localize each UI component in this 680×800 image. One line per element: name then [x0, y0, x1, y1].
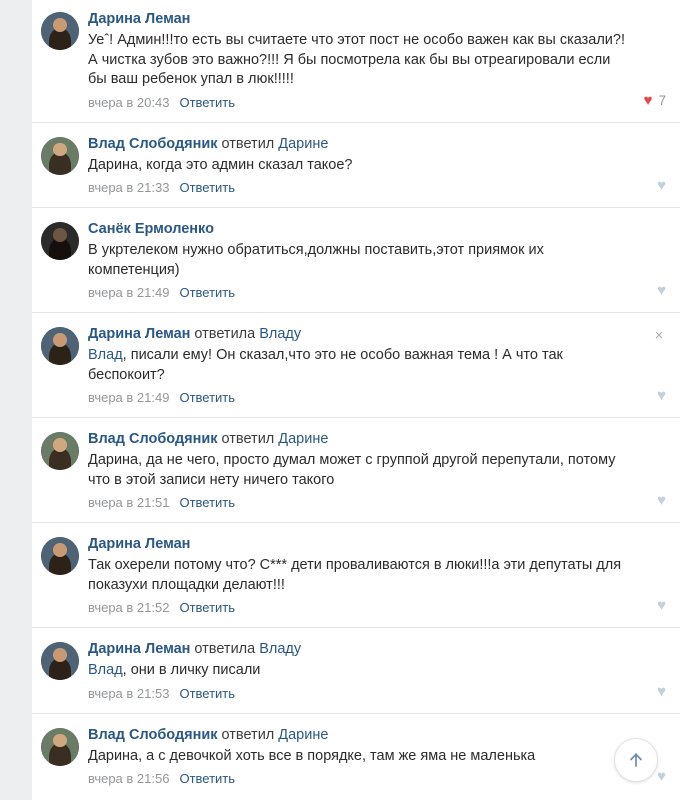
like-button[interactable]	[657, 178, 666, 193]
comment-timestamp: вчера в 20:43	[88, 94, 170, 110]
avatar-face	[53, 734, 67, 748]
comment-text-content: Уеˆ! Админ!!!то есть вы считаете что этот пост не особо важен как вы сказали?! А чистка зубов это важно?!!! Я бы посмотрела как бы вы отреагировали если бы ваш ребенок упал в люк!!!!!	[88, 32, 625, 87]
comment-item	[32, 627, 680, 713]
avatar-wrap	[32, 135, 88, 198]
comment-item	[32, 207, 680, 312]
comment-text	[88, 451, 628, 490]
like-button[interactable]	[657, 684, 666, 699]
mention-link[interactable]: Влад	[88, 347, 123, 363]
comment-text	[88, 661, 628, 681]
comment-header	[88, 640, 628, 658]
comment-body	[88, 535, 680, 617]
comment-body	[88, 220, 680, 302]
reply-verb: ответила	[194, 641, 256, 657]
comment-meta	[88, 284, 628, 302]
comments-list	[32, 0, 680, 800]
comment-header	[88, 220, 628, 238]
reply-verb: ответил	[221, 135, 275, 152]
comment-meta	[88, 494, 628, 512]
reply-button[interactable]: Ответить	[179, 771, 236, 786]
comment-body	[88, 430, 680, 512]
avatar[interactable]	[41, 327, 79, 365]
comment-timestamp: вчера в 21:49	[88, 390, 170, 405]
comment-body	[88, 10, 680, 112]
reply-button[interactable]: Ответить	[179, 285, 236, 300]
comment-text-content: , писали ему! Он сказал,что это не особо важная тема ! А что так беспокоит?	[88, 347, 563, 383]
comment-item	[32, 122, 680, 208]
close-icon[interactable]: ×	[654, 327, 664, 344]
comment-meta	[88, 599, 628, 617]
comment-text-content: Так охерели потому что? С*** дети проваливаются в люки!!!а эти депутаты для показухи площадки делают!!!	[88, 557, 622, 593]
comment-author-link[interactable]: Дарина Леман	[88, 11, 191, 27]
comment-body	[88, 325, 680, 407]
comment-text-content: В укртелеком нужно обратиться,должны поставить,этот приямок их компетенция)	[88, 242, 544, 278]
comment-meta	[88, 770, 628, 788]
avatar[interactable]	[41, 222, 79, 260]
heart-icon: ♥	[657, 387, 666, 404]
avatar-face	[53, 143, 67, 157]
comment-author-link[interactable]: Влад Слободяник	[88, 135, 218, 152]
avatar-wrap	[32, 535, 88, 617]
like-button[interactable]	[644, 93, 666, 108]
comment-timestamp: вчера в 21:49	[88, 285, 170, 300]
comment-text	[88, 556, 628, 595]
like-button[interactable]	[657, 388, 666, 403]
heart-icon: ♥	[657, 768, 666, 785]
reply-target-link[interactable]: Владу	[259, 641, 302, 657]
comment-header	[88, 10, 628, 28]
reply-target-link[interactable]: Дарине	[278, 431, 329, 447]
avatar-face	[53, 18, 67, 32]
reply-verb: ответил	[221, 726, 275, 743]
like-button[interactable]	[657, 493, 666, 508]
avatar[interactable]	[41, 537, 79, 575]
comment-reply-to	[222, 431, 329, 447]
comment-timestamp: вчера в 21:53	[88, 685, 170, 701]
avatar-wrap	[32, 10, 88, 112]
reply-button[interactable]: Ответить	[179, 685, 236, 701]
avatar-face	[53, 228, 67, 242]
comment-meta	[88, 179, 628, 197]
comment-text	[88, 31, 628, 90]
comment-reply-to	[222, 136, 329, 152]
avatar[interactable]	[41, 432, 79, 470]
comment-timestamp: вчера в 21:52	[88, 600, 170, 615]
comment-text-content: Дарина, да не чего, просто думал может с группой другой перепутали, потому что в этой записи нету ничего такого	[88, 452, 616, 488]
comment-header	[88, 135, 628, 153]
comment-reply-to	[194, 326, 301, 342]
avatar-wrap	[32, 726, 88, 789]
avatar-face	[53, 543, 67, 557]
reply-target-link[interactable]: Дарине	[278, 135, 329, 152]
heart-icon: ♥	[657, 597, 666, 614]
comment-item	[32, 713, 680, 799]
scroll-to-top-button[interactable]	[614, 738, 658, 782]
reply-verb: ответил	[221, 431, 275, 447]
comment-header	[88, 325, 628, 343]
reply-button[interactable]: Ответить	[179, 600, 236, 615]
heart-icon: ♥	[657, 177, 666, 194]
avatar-face	[53, 648, 67, 662]
reply-target-link[interactable]: Владу	[259, 326, 302, 342]
comment-body	[88, 135, 680, 198]
comment-text-content: Дарина, а с девочкой хоть все в порядке, там же яма не маленька	[88, 747, 536, 764]
comment-item	[32, 312, 680, 417]
heart-icon: ♥	[657, 282, 666, 299]
comment-header	[88, 430, 628, 448]
reply-button[interactable]: Ответить	[179, 495, 236, 510]
reply-target-link[interactable]: Дарине	[278, 726, 329, 743]
reply-button[interactable]: Ответить	[179, 94, 236, 110]
comment-item	[32, 0, 680, 122]
arrow-up-icon	[626, 750, 646, 770]
like-button[interactable]	[657, 598, 666, 613]
avatar-face	[53, 333, 67, 347]
avatar[interactable]	[41, 137, 79, 175]
comment-meta	[88, 685, 628, 703]
heart-icon: ♥	[643, 91, 653, 109]
like-button[interactable]	[657, 283, 666, 298]
comment-author-link[interactable]: Дарина Леман	[88, 326, 191, 342]
comment-text-content: , они в личку писали	[122, 662, 261, 678]
comment-timestamp: вчера в 21:56	[88, 771, 170, 786]
comment-text	[88, 747, 628, 767]
comment-text-content: Дарина, когда это админ сказал такое?	[88, 156, 353, 173]
comment-timestamp: вчера в 21:33	[88, 180, 170, 195]
comment-meta	[88, 389, 628, 407]
comment-reply-to	[194, 641, 301, 657]
comment-author-link[interactable]: Санёк Ермоленко	[88, 221, 214, 237]
heart-icon: ♥	[657, 492, 666, 509]
comment-body	[88, 726, 680, 789]
mention-link[interactable]: Влад	[88, 662, 123, 678]
comment-timestamp: вчера в 21:51	[88, 495, 170, 510]
avatar[interactable]	[41, 728, 79, 766]
comment-author-link[interactable]: Влад Слободяник	[88, 726, 218, 743]
comment-text	[88, 241, 628, 280]
comment-author-link[interactable]: Влад Слободяник	[88, 431, 218, 447]
avatar-wrap	[32, 220, 88, 302]
reply-verb: ответила	[194, 326, 256, 342]
avatar-face	[53, 438, 67, 452]
comment-header	[88, 726, 628, 744]
comment-author-link[interactable]: Дарина Леман	[88, 641, 191, 657]
comment-text	[88, 156, 628, 176]
avatar-wrap	[32, 325, 88, 407]
heart-icon: ♥	[657, 682, 666, 700]
comment-header	[88, 535, 628, 553]
comment-text	[88, 346, 628, 385]
avatar-wrap	[32, 430, 88, 512]
comment-author-link[interactable]: Дарина Леман	[88, 536, 191, 552]
comment-item	[32, 417, 680, 522]
avatar-wrap	[32, 640, 88, 703]
avatar[interactable]	[41, 12, 79, 50]
comment-item	[32, 522, 680, 627]
like-count: 7	[658, 92, 666, 108]
like-button[interactable]	[657, 769, 666, 784]
avatar[interactable]	[41, 642, 79, 680]
reply-button[interactable]: Ответить	[179, 180, 236, 195]
comment-reply-to	[222, 727, 329, 743]
reply-button[interactable]: Ответить	[179, 390, 236, 405]
comment-meta	[88, 94, 628, 112]
comment-body	[88, 640, 680, 703]
